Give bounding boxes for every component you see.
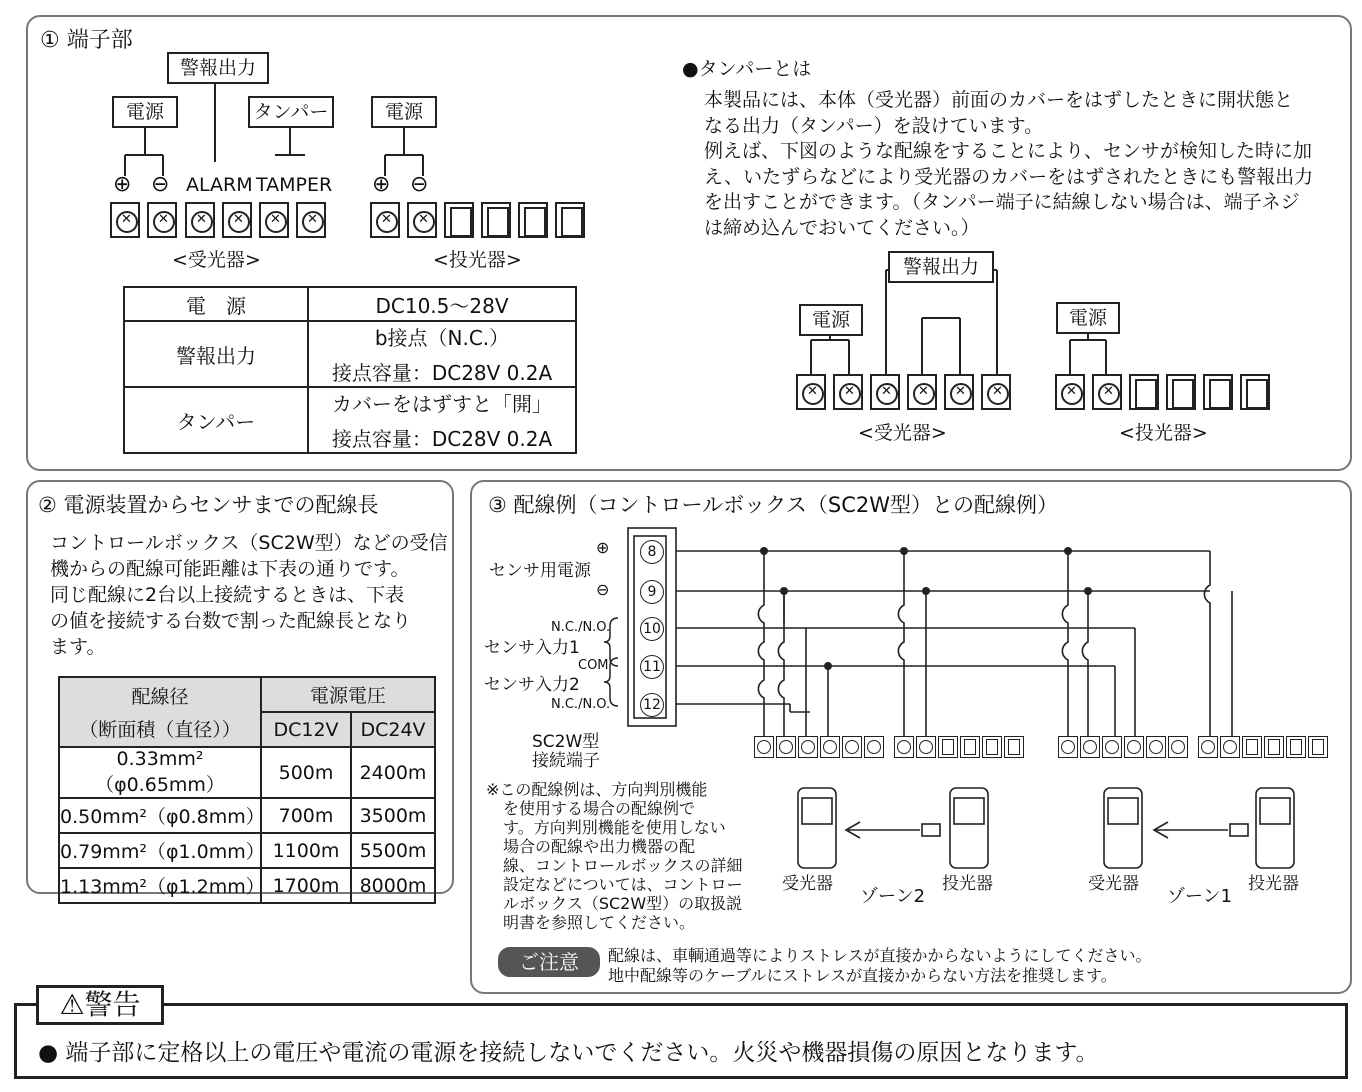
projector-caption: <投光器>: [433, 249, 522, 271]
terminal-screw: [1220, 736, 1240, 758]
cell-size: 1.13mm²（φ1.2mm）: [59, 868, 261, 903]
terminal-screw: [754, 736, 774, 758]
cell-dc24: 3500m: [351, 798, 435, 833]
header-voltage: 電源電圧: [261, 677, 435, 712]
nc-no-label: N.C./N.O.: [551, 697, 611, 712]
cell-dc12: 1100m: [261, 833, 351, 868]
zone2-receiver-label: 受光器: [782, 874, 833, 894]
terminal-empty: [960, 736, 980, 758]
tamper-label: タンパー: [248, 96, 334, 128]
terminal-empty: [1004, 736, 1024, 758]
terminal-screw: [916, 736, 936, 758]
cell-size: 0.79mm²（φ1.0mm）: [59, 833, 261, 868]
text-line: 場合の配線や出力機器の配: [503, 837, 696, 856]
spec-name: 警報出力: [124, 321, 308, 387]
text-line: は締め込んでおいてください。）: [704, 216, 980, 239]
text-line: 機からの配線可能距離は下表の通りです。: [50, 558, 410, 580]
tamper-heading: ●タンパーとは: [682, 58, 812, 80]
text-line: SC2W型: [532, 732, 600, 752]
terminal-screw: [842, 736, 862, 758]
cell-dc24: 2400m: [351, 747, 435, 798]
header-dc24: DC24V: [351, 712, 435, 747]
terminal-screw: [894, 736, 914, 758]
plus-icon: ⊕: [113, 172, 132, 197]
text-line: ※この配線例は、方向判別機能: [486, 780, 708, 799]
alarm-terminal-label: ALARM: [186, 174, 253, 196]
spec-value-line: 接点容量：DC28V 0.2A: [331, 361, 553, 385]
wiring-note: [486, 780, 743, 932]
terminal-empty: [1308, 736, 1328, 758]
cell-dc12: 700m: [261, 798, 351, 833]
minus-icon: ⊖: [596, 580, 610, 599]
terminal-empty: [1242, 736, 1262, 758]
sc2w-label: [532, 733, 600, 771]
sensor-drawings: [798, 788, 1294, 868]
text-line: なる出力（タンパー）を設けています。: [704, 114, 1044, 137]
com-label: COM: [578, 658, 609, 673]
beam-arrows: [846, 822, 1248, 838]
cell-dc12: 500m: [261, 747, 351, 798]
section3-title: ③ 配線例（コントロールボックス（SC2W型）との配線例）: [488, 493, 1058, 517]
text-line: 配線は、車輌通過等によりストレスが直接かからないようにしてください。: [608, 946, 1152, 965]
terminal-screw: [864, 736, 884, 758]
terminal-screw: [1168, 736, 1188, 758]
text-line: 設定などについては、コントロー: [503, 875, 743, 894]
zone1-receiver-label: 受光器: [1088, 874, 1139, 894]
diagram-power2-label: 電源: [1056, 302, 1120, 334]
text-line: 本製品には、本体（受光器）前面のカバーをはずしたときに開状態と: [704, 89, 1294, 111]
terminal-screw: [1198, 736, 1218, 758]
text-line: 地中配線等のケーブルにストレスが直接かからない方法を推奨します。: [608, 966, 1117, 985]
terminal-number: 12: [640, 693, 664, 717]
text-line: 明書を参照してください。: [503, 913, 696, 932]
text-line: 同じ配線に2台以上接続するときは、下表: [50, 584, 405, 606]
zone2-projector-label: 投光器: [942, 874, 993, 894]
text-line: を使用する場合の配線例で: [503, 799, 696, 818]
receiver-caption: <受光器>: [172, 249, 261, 271]
nc-no-label: N.C./N.O.: [551, 620, 611, 635]
power-label: 電源: [112, 96, 178, 128]
terminal-number: 9: [640, 580, 664, 604]
terminal-screw: [776, 736, 796, 758]
zone2-label: ゾーン2: [860, 886, 926, 907]
terminal-number: 11: [640, 655, 664, 679]
diagram-projector-caption: <投光器>: [1119, 422, 1208, 444]
text-line: の値を接続する台数で割った配線長となり: [50, 610, 412, 632]
text-line: 線、コントロールボックスの詳細: [503, 856, 743, 875]
cell-size: 0.50mm²（φ0.8mm）: [59, 798, 261, 833]
terminal-empty: [1286, 736, 1306, 758]
text-line: を出すことができます。（タンパー端子に結線しない場合は、端子ネジ: [704, 191, 1300, 213]
zone1-projector-label: 投光器: [1248, 874, 1299, 894]
terminal-screw: [1102, 736, 1122, 758]
terminal-number: 10: [640, 617, 664, 641]
sensor-input2-label: センサ入力2: [484, 675, 580, 695]
cell-dc24: 5500m: [351, 833, 435, 868]
projector-power-label: 電源: [371, 96, 437, 128]
text-line: ます。: [50, 636, 106, 658]
zone1-label: ゾーン1: [1167, 886, 1233, 907]
text-line: コントロールボックス（SC2W型）などの受信: [50, 532, 448, 554]
terminal-number: 8: [640, 540, 664, 564]
spec-value-line: b接点（N.C.）: [374, 326, 510, 350]
minus-icon: ⊖: [410, 172, 429, 197]
section1-title: ① 端子部: [40, 28, 133, 53]
warning-title: ⚠警告: [36, 985, 164, 1025]
diagram-alarm-label: 警報出力: [888, 251, 994, 283]
plus-icon: ⊕: [596, 538, 610, 557]
terminal-screw: [1124, 736, 1144, 758]
diagram-power-label: 電源: [799, 304, 863, 336]
text-line: 例えば、下図のような配線をすることにより、センサが検知した時に加: [704, 140, 1313, 162]
terminal-screw: [798, 736, 818, 758]
terminal-screw: [820, 736, 840, 758]
minus-icon: ⊖: [151, 172, 170, 197]
caution-badge: ご注意: [498, 947, 600, 977]
header-line: （断面積（直径））: [79, 719, 241, 741]
cell-size: 0.33mm²（φ0.65mm）: [59, 747, 261, 798]
cell-dc12: 1700m: [261, 868, 351, 903]
warning-text: ● 端子部に定格以上の電圧や電流の電源を接続しないでください。火災や機器損傷の原因となります。: [38, 1040, 1099, 1066]
spec-name: 電 源: [124, 287, 308, 321]
section2-title: ② 電源装置からセンサまでの配線長: [38, 493, 379, 517]
alarm-output-label: 警報出力: [167, 52, 269, 84]
caution-text: [608, 946, 1152, 986]
text-line: す。方向判別機能を使用しない: [503, 818, 726, 837]
plus-icon: ⊕: [372, 172, 391, 197]
terminal-empty: [982, 736, 1002, 758]
sensor-input1-label: センサ入力1: [484, 638, 580, 658]
terminal-screw: [1146, 736, 1166, 758]
spec-value-line: カバーをはずすと「開」: [332, 392, 552, 416]
spec-value-line: 接点容量：DC28V 0.2A: [331, 427, 553, 451]
terminal-empty: [938, 736, 958, 758]
tamper-terminal-label: TAMPER: [256, 174, 333, 196]
header-dc12: DC12V: [261, 712, 351, 747]
text-line: 接続端子: [532, 751, 600, 771]
spec-value: DC10.5～28V: [308, 287, 576, 321]
terminal-screw: [1058, 736, 1078, 758]
text-line: ルボックス（SC2W型）の取扱説: [503, 894, 743, 913]
cell-dc24: 8000m: [351, 868, 435, 903]
header-line: 配線径: [131, 686, 189, 708]
text-line: え、いたずらなどにより受光器のカバーをはずされたときにも警報出力: [704, 165, 1314, 188]
sensor-power-label: センサ用電源: [489, 561, 591, 581]
terminal-empty: [1264, 736, 1284, 758]
diagram-receiver-caption: <受光器>: [858, 422, 947, 444]
terminal-screw: [1080, 736, 1100, 758]
spec-name: タンパー: [124, 387, 308, 453]
